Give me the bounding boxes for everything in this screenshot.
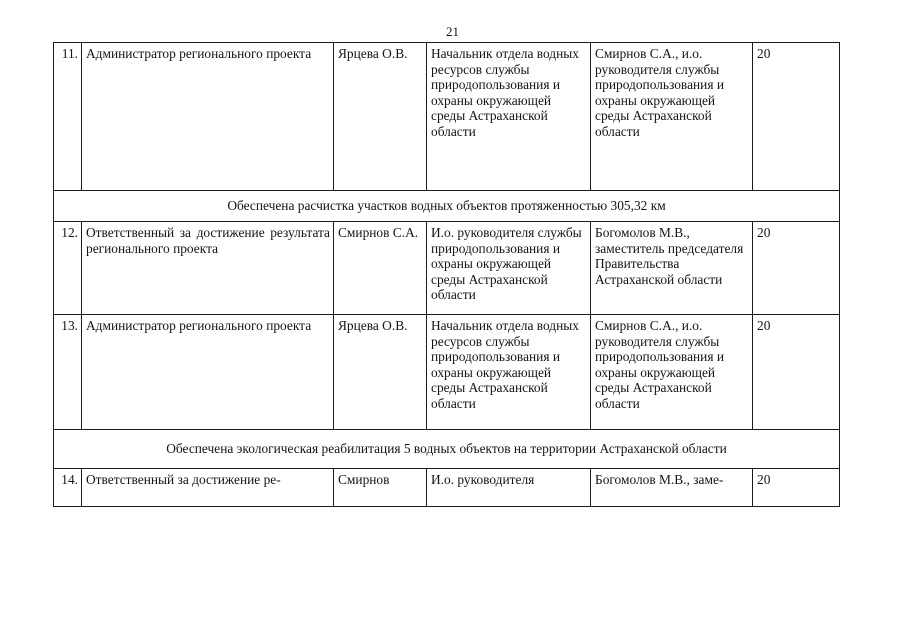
responsibility-table: [53, 42, 840, 507]
involvement-value: 20: [753, 222, 840, 315]
supervisor: Смирнов С.А., и.о. руководителя службы природопользования и охраны окружающей среды Астраханской области: [591, 315, 753, 430]
section-heading-row: [54, 191, 840, 222]
supervisor: Богомолов М.В., заме-: [591, 469, 753, 507]
person-name: Смирнов С.А.: [334, 222, 427, 315]
section-heading-row: [54, 430, 840, 469]
involvement-value: 20: [753, 43, 840, 191]
row-number: 11.: [54, 43, 82, 191]
person-name: Ярцева О.В.: [334, 315, 427, 430]
table-row: [54, 315, 840, 430]
section-heading: Обеспечена экологическая реабилитация 5 водных объектов на территории Астраханской области: [54, 430, 840, 469]
project-role: Администратор регионального проекта: [82, 315, 334, 430]
person-position: И.о. руководителя: [427, 469, 591, 507]
row-number: 14.: [54, 469, 82, 507]
person-position: И.о. руководителя службы природопользования и охраны окружающей среды Астраханской области: [427, 222, 591, 315]
involvement-value: 20: [753, 315, 840, 430]
row-number: 12.: [54, 222, 82, 315]
project-role: Ответственный за достижение результата регионального проекта: [82, 222, 334, 315]
person-name: Смирнов: [334, 469, 427, 507]
table-row: [54, 43, 840, 191]
supervisor: Богомолов М.В., заместитель председателя Правительства Астраханской области: [591, 222, 753, 315]
involvement-value: 20: [753, 469, 840, 507]
project-role: Администратор регионального проекта: [82, 43, 334, 191]
person-name: Ярцева О.В.: [334, 43, 427, 191]
supervisor: Смирнов С.А., и.о. руководителя службы природопользования и охраны окружающей среды Астраханской области: [591, 43, 753, 191]
page-number: 21: [446, 24, 459, 39]
table-row: [54, 469, 840, 507]
section-heading: Обеспечена расчистка участков водных объектов протяженностью 305,32 км: [54, 191, 840, 222]
project-role: Ответственный за достижение ре-: [82, 469, 334, 507]
person-position: Начальник отдела водных ресурсов службы природопользования и охраны окружающей среды Астраханской области: [427, 315, 591, 430]
person-position: Начальник отдела водных ресурсов службы природопользования и охраны окружающей среды Астраханской области: [427, 43, 591, 191]
table-row: [54, 222, 840, 315]
row-number: 13.: [54, 315, 82, 430]
